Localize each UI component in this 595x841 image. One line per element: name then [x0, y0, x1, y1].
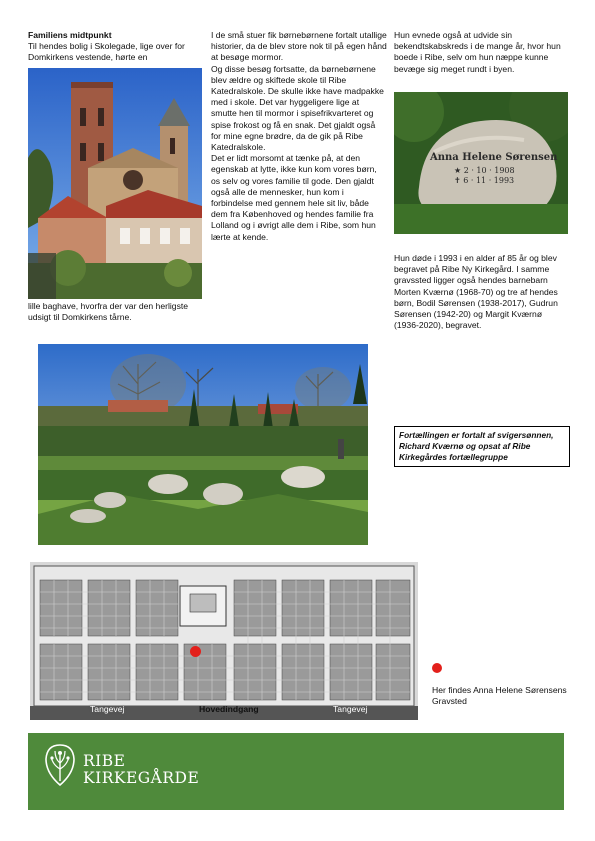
paragraph: lille baghave, hvorfra der var den herligste udsigt til Domkirkens tårne.: [28, 301, 189, 323]
gravestone-died: ✝ 6 · 11 · 1993: [454, 176, 515, 185]
column-1-text: [28, 30, 202, 64]
column-3-text: [394, 30, 568, 75]
gravestone-born: ★ 2 · 10 · 1908: [454, 166, 515, 175]
column-3-text-continued: [394, 253, 568, 331]
brand-line-1: RIBE: [83, 752, 126, 770]
grave-location-marker: [190, 646, 201, 657]
map-label-tangevej-left: Tangevej: [90, 704, 125, 714]
paragraph: Hun døde i 1993 i en alder af 85 år og blev begravet på Ribe Ny Kirkegård. I samme gravssted ligger også hendes barnebarn Morten Kværnø (1968-70) og tre af hendes børn, Bodil Sørensen (1938-2017), Gudrun Sørensen (1942-20) og Margit Kværnø (1936-2020), begravet.: [394, 253, 558, 331]
legend-text: Her findes Anna Helene Sørensens Gravsted: [432, 685, 567, 707]
map-label-tangevej-right: Tangevej: [333, 704, 368, 714]
cemetery-photo: [38, 344, 368, 545]
paragraph: Hun evnede også at udvide sin bekendtskabskreds i de mange år, hvor hun boede i Ribe, selv om hun næppe kunne bevæge sig meget rundt i byen.: [394, 30, 561, 74]
legend-marker: [432, 663, 442, 673]
gravestone-name: Anna Helene Sørensen: [430, 152, 558, 163]
column-1-text-continued: [28, 301, 202, 323]
map-label-main-entrance: Hovedindgang: [199, 704, 259, 714]
column-2-text: [211, 30, 387, 243]
cathedral-photo: [28, 68, 202, 299]
gravestone-photo: [394, 92, 568, 234]
story-caption: Fortællingen er fortalt af svigersønnen, Richard Kværnø og opsat af Ribe Kirkegårdes fortællegruppe: [394, 426, 570, 467]
paragraph: Og disse besøg fortsatte, da børnebørnene blev ældre og skiftede skole til Ribe Katedralskole. De skulle ikke have madpakke med i skole. Det var hyggeligere lige at smutte hen til mormor i spisefrikvarteret og spise frokost og få en snak. Det gjaldt også for mine egne brødre, da de gik på Ribe Katedralskole.: [211, 63, 384, 153]
brand-logo-text: [83, 753, 199, 787]
brand-line-2: KIRKEGÅRDE: [83, 769, 200, 787]
section-heading: Familiens midtpunkt: [28, 30, 112, 40]
paragraph: Til hendes bolig i Skolegade, lige over for Domkirkens vestende, hørte en: [28, 41, 185, 63]
paragraph: Det er lidt morsomt at tænke på, at den egenskab at lytte, ikke kun kom vores børn, os selv og vores familie til gode. Den gjaldt også alle de mennesker, hun kom i forbindelse med gennem hele sit liv, både dem fra Københoved og hendes familie fra Lolland og i øvrigt alle dem i Ribe, som hun lærte at kende.: [211, 153, 377, 242]
ribe-kirkegaarde-logo-icon: [43, 743, 77, 787]
cemetery-map: [30, 562, 418, 720]
paragraph: I de små stuer fik børnebørnene fortalt utallige historier, da de blev store nok til på egen hånd at besøge mormor.: [211, 30, 387, 63]
